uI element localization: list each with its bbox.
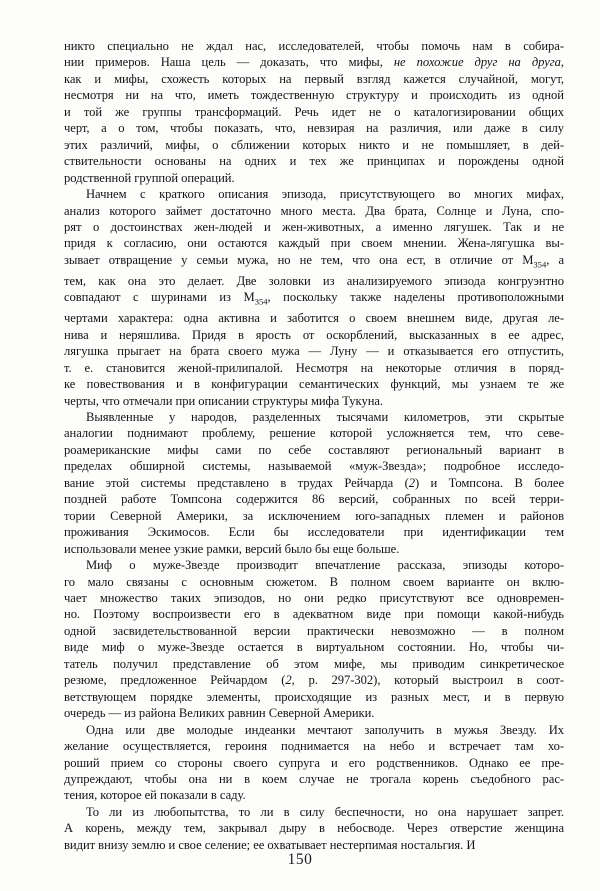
text-segment: А корень, между тем, закрывал дыру в небосводе. Через отверстие женщина	[64, 821, 564, 836]
text-segment: Выявленные у народов, разделенных тысячами километров, эти скрытые	[86, 410, 564, 424]
text-line	[64, 623, 564, 639]
text-line	[64, 87, 564, 103]
italic-text: не похожие друг на друга	[393, 55, 561, 70]
text-segment: нии примеров. Наша цель — доказать, что мифы,	[64, 55, 394, 70]
text-line	[64, 689, 564, 705]
text-line	[64, 787, 564, 803]
text-line	[64, 170, 564, 186]
paragraph	[64, 38, 564, 186]
text-segment: видит внизу землю и свое селение; ее охватывает нестерпимая ностальгия. И	[64, 837, 476, 852]
myth-reference-subscript: 354	[533, 259, 547, 270]
italic-text: 2	[408, 475, 415, 490]
text-segment: как и мифы, схожесть которых на первый взгляд кажется случайной, могут,	[64, 71, 564, 86]
text-segment: ,	[560, 55, 564, 70]
text-segment: ветствующем порядке элементы, происходящие из разных мест, и в первую	[64, 689, 564, 704]
text-line	[64, 804, 564, 820]
text-line	[64, 310, 564, 326]
text-segment: совпадают с шуринами из М	[64, 290, 255, 305]
text-line	[64, 574, 564, 590]
text-line	[64, 252, 564, 273]
text-segment: ) и Томпсона. В более	[414, 475, 564, 490]
text-line	[64, 186, 564, 202]
text-line	[64, 705, 564, 721]
text-segment: роший прием со стороны своего супруга и его родственников. Однако ее пре-	[64, 755, 564, 770]
text-line	[64, 442, 564, 458]
text-segment: анализ которого займет достаточно много места. Два брата, Солнце и Луна, спо-	[64, 203, 564, 218]
text-line	[64, 393, 564, 409]
text-line	[64, 524, 564, 540]
paragraph	[64, 804, 564, 853]
text-line	[64, 409, 564, 425]
text-line	[64, 273, 564, 289]
text-line	[64, 54, 564, 70]
myth-reference-subscript: 354	[254, 296, 268, 307]
text-segment: нива и неряшлива. Придя в ярость от оскорблений, высказанных в ее адрес,	[64, 327, 564, 342]
text-line	[64, 771, 564, 787]
text-segment: чертами характера: одна активна и заботится о своем внешнем виде, другая ле-	[64, 311, 564, 326]
text-line	[64, 104, 564, 120]
text-line	[64, 137, 564, 153]
text-segment: пределах обширной системы, называемой «муж-Звезда»; подробное исследо-	[64, 459, 564, 474]
text-segment: лягушка прыгает на брата своего мужа — Луну — и отказывается его отпустить,	[64, 344, 564, 359]
text-line	[64, 120, 564, 136]
text-segment: желание осуществляется, героиня поднимается на небо и встречает там хо-	[64, 739, 564, 754]
text-segment: вание этой системы представлено в трудах Рейчарда (	[64, 475, 409, 490]
text-line	[64, 475, 564, 491]
text-segment: аналогии поднимают проблему, решение которой усложняется тем, что севе-	[64, 426, 564, 441]
text-line	[64, 425, 564, 441]
text-line	[64, 235, 564, 251]
paragraph	[64, 557, 564, 722]
text-segment: Миф о муже-Звезде производит впечатление рассказа, эпизоды которо-	[86, 558, 564, 573]
text-segment: То ли из любопытства, то ли в силу беспечности, но она нарушает запрет.	[86, 804, 564, 819]
text-segment: Начнем с краткого описания эпизода, присутствующего во многих мифах,	[86, 187, 564, 202]
text-segment: несмотря ни на что, иметь тождественную структуру и происходить из одной	[64, 88, 564, 103]
text-segment: тения, которое ей показали в саду.	[64, 788, 246, 803]
text-segment: виде миф о муже-Звезде остается в виртуальном состоянии. Но, чтобы чи-	[64, 640, 564, 655]
text-line	[64, 590, 564, 606]
text-segment: придя к согласию, они остаются каждый при своем мнении. Жена-лягушка вы-	[64, 236, 564, 251]
text-line	[64, 722, 564, 738]
text-segment: и той же группы трансформаций. Речь идет не о каталогизировании общих	[64, 104, 564, 119]
text-line	[64, 38, 564, 54]
text-segment: , р. 297-302), который выстроил в соот-	[291, 673, 564, 688]
text-segment: , а	[546, 252, 564, 267]
page-number: 150	[287, 851, 313, 868]
text-segment: одной засвидетельствованной версии практически невозможно — в полном	[64, 623, 564, 638]
text-segment: резюме, предложенное Рейчардом (	[64, 673, 286, 688]
text-line	[64, 153, 564, 169]
text-segment: зывает отвращение у семьи мужа, но не тем, что она ест, в отличие от М	[64, 252, 534, 267]
text-line	[64, 755, 564, 771]
text-line	[64, 672, 564, 688]
text-line	[64, 606, 564, 622]
text-line	[64, 219, 564, 235]
text-line	[64, 541, 564, 557]
text-segment: никто специально не ждал нас, исследователей, чтобы помочь нам в собира-	[64, 39, 564, 53]
text-segment: Одна или две молодые индеанки мечтают заполучить в мужья Звезду. Их	[86, 722, 564, 737]
text-segment: т. е. становится женой-прилипалой. Несмотря на некоторые отличия в поряд-	[64, 360, 564, 375]
paragraph	[64, 409, 564, 557]
text-segment: тем, как она это делает. Две золовки из анализируемого эпизода конгруэнтно	[64, 273, 564, 288]
text-line	[64, 289, 564, 310]
text-segment: очередь — из района Великих равнин Северной Америки.	[64, 706, 375, 721]
text-line	[64, 360, 564, 376]
text-line	[64, 738, 564, 754]
text-segment: ке повествования и в конфигурации семантических функций, мы узнаем те же	[64, 377, 564, 392]
text-segment: роамериканские мифы сами по себе составляют региональный вариант в	[64, 442, 564, 457]
text-segment: родственной группой операций.	[64, 170, 235, 185]
text-line	[64, 458, 564, 474]
text-line	[64, 491, 564, 507]
text-segment: чает множество таких эпизодов, но они редко присутствуют все одновремен-	[64, 590, 564, 605]
text-segment: поздней работе Томпсона содержится 86 версий, собранных по всей терри-	[64, 492, 564, 507]
text-segment: этих различий, мифы, о сближении которых никто и не помышляет, в дей-	[64, 137, 564, 152]
text-line	[64, 508, 564, 524]
text-segment: го мало связаны с основным сюжетом. В полном своем варианте он вклю-	[64, 574, 564, 589]
text-segment: черт, а о том, чтобы показать, что, невзирая на различия, или даже в силу	[64, 121, 564, 136]
text-line	[64, 656, 564, 672]
text-segment: проживания Эскимосов. Если бы исследователи при идентификации тем	[64, 525, 564, 540]
text-line	[64, 327, 564, 343]
text-segment: рят о достоинствах жен-людей и жен-животных, а именно лягушек. Так и не	[64, 219, 564, 234]
text-line	[64, 376, 564, 392]
italic-text: 2	[285, 673, 292, 688]
text-line	[64, 557, 564, 573]
paragraph	[64, 722, 564, 804]
text-line	[64, 71, 564, 87]
text-segment: тории Северной Америки, за исключением юго-западных племен и районов	[64, 508, 564, 523]
text-segment: черты, что отмечали при описании структуры мифа Тукуна.	[64, 393, 384, 408]
text-segment: дупреждают, чтобы она ни в коем случае не трогала корень съедобного рас-	[64, 771, 564, 786]
text-segment: ствительности основаны на одних и тех же принципах и порождены одной	[64, 154, 564, 169]
text-segment: но. Поэтому воспроизвести его в адекватном виде при помощи какой-нибудь	[64, 607, 564, 622]
page-text-block	[64, 38, 564, 853]
text-line	[64, 343, 564, 359]
text-line	[64, 203, 564, 219]
text-segment: татель получил представление об этом мифе, мы приводим синкретическое	[64, 656, 564, 671]
text-segment: использовали менее узкие рамки, версий было бы еще больше.	[64, 541, 400, 556]
text-segment: , поскольку также наделены противоположными	[267, 290, 564, 305]
text-line	[64, 639, 564, 655]
paragraph	[64, 186, 564, 409]
text-line	[64, 820, 564, 836]
